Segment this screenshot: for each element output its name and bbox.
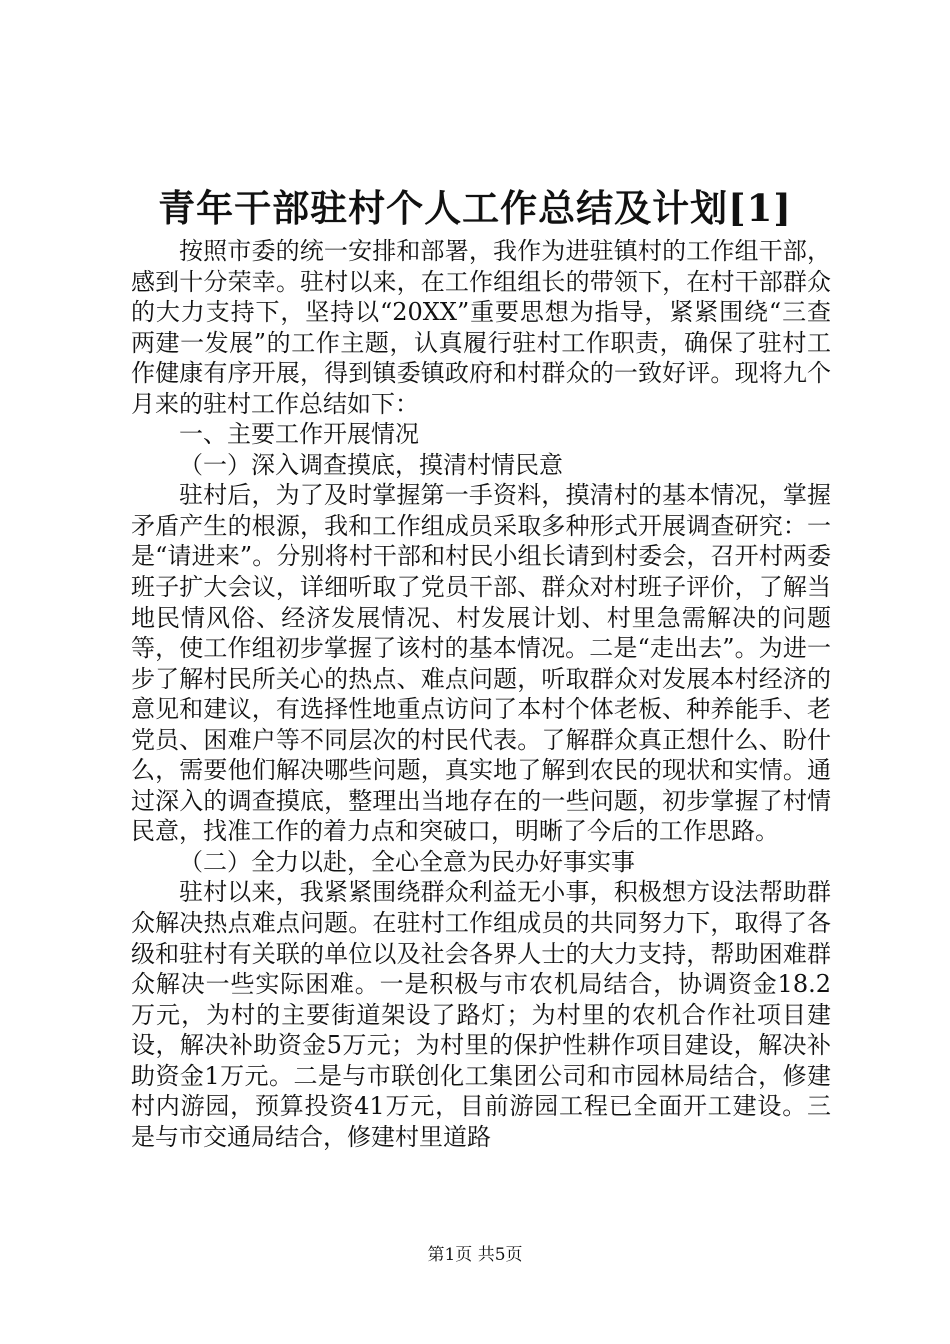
subsection-heading-practical-work: （二）全力以赴，全心全意为民办好事实事: [179, 847, 635, 876]
section-heading-main-work: 一、主要工作开展情况: [179, 420, 419, 449]
intro-paragraph: 按照市委的统一安排和部署，我作为进驻镇村的工作组干部，感到十分荣幸。驻村以来，在工作组组长的带领下，在村干部群众的大力支持下，坚持以“20XX”重要思想为指导，紧紧围绕“三查两建一发展”的工作主题，认真履行驻村工作职责，确保了驻村工作健康有序开展，得到镇委镇政府和村群众的一致好评。现将九个月来的驻村工作总结如下：: [131, 237, 831, 418]
page-number-footer: 第1页 共5页: [427, 1245, 523, 1265]
practical-work-paragraph: 驻村以来，我紧紧围绕群众利益无小事，积极想方设法帮助群众解决热点难点问题。在驻村工作组成员的共同努力下，取得了各级和驻村有关联的单位以及社会各界人士的大力支持，帮助困难群众解决一些实际困难。一是积极与市农机局结合，协调资金18.2万元，为村的主要街道架设了路灯；为村里的农机合作社项目建设，解决补助资金5万元；为村里的保护性耕作项目建设，解决补助资金1万元。二是与市联创化工集团公司和市园林局结合，修建村内游园，预算投资41万元，目前游园工程已全面开工建设。三是与市交通局结合，修建村里道路: [131, 878, 831, 1151]
document-body: [131, 236, 831, 1152]
document-title: 青年干部驻村个人工作总结及计划[1]: [158, 186, 792, 230]
subsection-heading-investigation: （一）深入调查摸底，摸清村情民意: [179, 450, 563, 479]
investigation-paragraph: 驻村后，为了及时掌握第一手资料，摸清村的基本情况，掌握矛盾产生的根源，我和工作组成员采取多种形式开展调查研究：一是“请进来”。分别将村干部和村民小组长请到村委会，召开村两委班子扩大会议，详细听取了党员干部、群众对村班子评价，了解当地民情风俗、经济发展情况、村发展计划、村里急需解决的问题等，使工作组初步掌握了该村的基本情况。二是“走出去”。为进一步了解村民所关心的热点、难点问题，听取群众对发展本村经济的意见和建议，有选择性地重点访问了本村个体老板、种养能手、老党员、困难户等不同层次的村民代表。了解群众真正想什么、盼什么，需要他们解决哪些问题，真实地了解到农民的现状和实情。通过深入的调查摸底，整理出当地存在的一些问题，初步掌握了村情民意，找准工作的着力点和突破口，明晰了今后的工作思路。: [131, 481, 831, 846]
